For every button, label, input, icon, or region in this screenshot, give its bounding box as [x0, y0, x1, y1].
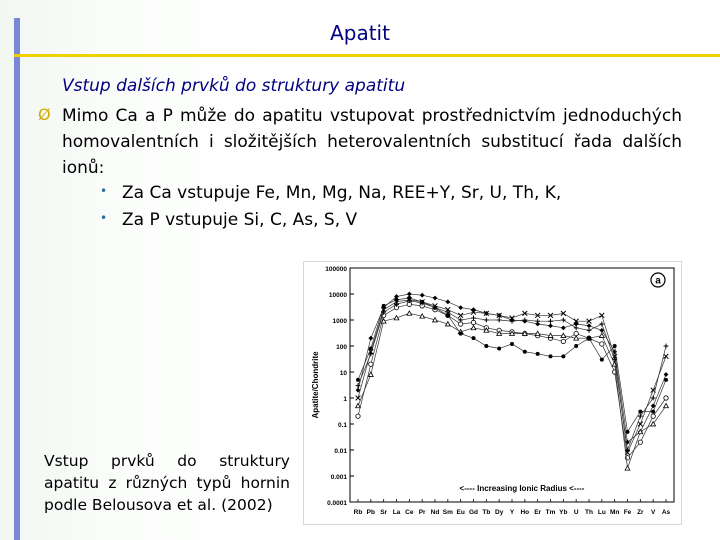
- y-tick-label: 10: [339, 370, 347, 377]
- data-point: [368, 336, 373, 341]
- y-tick-label: 0.01: [334, 448, 347, 455]
- x-tick-label: Sm: [442, 509, 453, 516]
- figure-caption: Vstup prvků do struktury apatitu z různých typů hornin podle Belousova et al. (2002): [44, 452, 290, 514]
- bullet-dot-icon: •: [100, 184, 108, 198]
- y-tick-label: 0.001: [330, 474, 347, 481]
- slide-title: Apatit: [330, 21, 390, 45]
- data-point: [536, 352, 540, 356]
- data-point: [651, 396, 656, 401]
- data-point: [535, 319, 540, 324]
- data-point: [458, 313, 463, 318]
- x-tick-label: Y: [509, 509, 515, 516]
- series-line: [358, 294, 666, 442]
- data-point: [407, 292, 412, 297]
- data-point: [625, 466, 630, 470]
- data-point: [651, 410, 655, 414]
- data-point: [471, 320, 475, 324]
- data-point: [471, 325, 476, 329]
- data-point: [561, 339, 565, 343]
- data-point: [599, 313, 604, 318]
- data-point: [664, 354, 669, 359]
- data-point: [445, 299, 450, 304]
- data-point: [664, 403, 669, 407]
- data-point: [587, 323, 592, 328]
- data-point: [664, 378, 668, 382]
- bullet-dot-icon: •: [100, 211, 108, 225]
- data-point: [395, 298, 399, 302]
- main-paragraph: Mimo Ca a P může do apatitu vstupovat prostřednictvím jednoduchých homovalentních i složitějších heterovalentních substitucí řada dalších ionů:: [62, 106, 682, 178]
- data-point: [356, 414, 360, 418]
- x-tick-label: Sr: [380, 509, 388, 516]
- panel-label: a: [655, 275, 661, 287]
- data-point: [638, 410, 642, 414]
- data-point: [600, 358, 604, 362]
- x-tick-label: U: [573, 509, 579, 516]
- data-point: [368, 372, 373, 376]
- x-tick-label: V: [650, 509, 656, 516]
- data-point: [548, 319, 553, 324]
- data-point: [484, 318, 489, 323]
- y-tick-label: 100: [336, 344, 347, 351]
- x-tick-label: Ho: [520, 509, 530, 516]
- data-point: [600, 342, 604, 346]
- data-point: [574, 325, 579, 330]
- x-tick-label: Tb: [482, 509, 491, 516]
- plot-frame: [350, 268, 674, 502]
- x-tick-label: Th: [585, 509, 593, 516]
- y-tick-label: 10000: [328, 292, 347, 299]
- data-point: [433, 296, 438, 301]
- data-point: [459, 332, 463, 336]
- y-tick-label: 1000: [332, 318, 347, 325]
- data-point: [561, 325, 566, 330]
- data-point: [613, 344, 617, 348]
- x-tick-label: Pr: [418, 509, 426, 516]
- x-tick-label: Pb: [366, 509, 375, 516]
- data-point: [651, 414, 655, 418]
- y-tick-label: 1: [343, 396, 347, 403]
- data-point: [458, 318, 463, 323]
- data-point: [548, 323, 553, 328]
- x-tick-label: Er: [534, 509, 542, 516]
- data-point: [458, 322, 462, 326]
- apatite-chondrite-figure: [303, 261, 682, 525]
- data-point: [484, 344, 488, 348]
- data-point: [549, 354, 553, 358]
- data-point: [510, 342, 514, 346]
- data-point: [407, 311, 412, 315]
- subbullet-p-text: Za P vstupuje Si, C, As, S, V: [122, 210, 358, 230]
- x-tick-label: Fe: [623, 509, 632, 516]
- data-point: [523, 350, 527, 354]
- x-tick-label: Yb: [559, 509, 568, 516]
- data-point: [587, 328, 592, 333]
- x-tick-label: La: [392, 509, 401, 516]
- x-tick-label: Rb: [353, 509, 363, 516]
- x-tick-label: Mn: [609, 509, 620, 516]
- x-tick-label: As: [661, 509, 671, 516]
- data-point: [561, 318, 566, 323]
- section-subtitle: Vstup dalších prvků do struktury apatitu: [62, 76, 406, 96]
- data-point: [369, 362, 373, 366]
- title-underline-rule: [14, 54, 720, 57]
- data-point: [497, 347, 501, 351]
- x-tick-label: Tm: [545, 509, 556, 516]
- y-tick-label: 0.1: [337, 422, 347, 429]
- data-point: [420, 293, 425, 298]
- y-tick-label: 100000: [325, 266, 347, 273]
- data-point: [638, 422, 643, 427]
- data-point: [471, 307, 476, 312]
- x-tick-label: Lu: [597, 509, 606, 516]
- data-point: [382, 304, 386, 308]
- ree-pattern-chart: [304, 262, 681, 524]
- x-tick-label: Ce: [405, 509, 414, 516]
- data-point: [587, 336, 591, 340]
- ionic-radius-annotation: <---- Increasing Ionic Radius <----: [459, 484, 585, 493]
- data-point: [472, 336, 476, 340]
- data-point: [497, 318, 502, 323]
- data-point: [626, 430, 630, 434]
- arrow-bullet-icon: Ø: [38, 105, 51, 124]
- x-tick-label: Dy: [495, 509, 504, 516]
- data-point: [664, 396, 668, 400]
- data-point: [638, 440, 642, 444]
- data-point: [664, 372, 669, 377]
- x-tick-label: Zr: [637, 509, 644, 516]
- data-point: [651, 422, 656, 426]
- subbullet-ca-text: Za Ca vstupuje Fe, Mn, Mg, Na, REE+Y, Sr, U, Th, K,: [122, 183, 562, 203]
- data-point: [458, 305, 463, 310]
- data-point: [599, 322, 604, 327]
- data-point: [664, 344, 669, 349]
- data-point: [561, 354, 565, 358]
- data-point: [471, 316, 476, 321]
- x-tick-label: Gd: [468, 509, 479, 516]
- data-point: [574, 344, 578, 348]
- x-tick-label: Eu: [456, 509, 465, 516]
- data-point: [599, 333, 604, 337]
- data-point: [356, 403, 361, 407]
- y-tick-label: 0.0001: [327, 500, 347, 507]
- series-line: [358, 313, 666, 468]
- accent-bar-vertical: [14, 18, 20, 540]
- x-tick-label: Nd: [430, 509, 440, 516]
- data-point: [356, 396, 361, 401]
- y-axis-label: Apatite/Chondrite: [311, 351, 320, 419]
